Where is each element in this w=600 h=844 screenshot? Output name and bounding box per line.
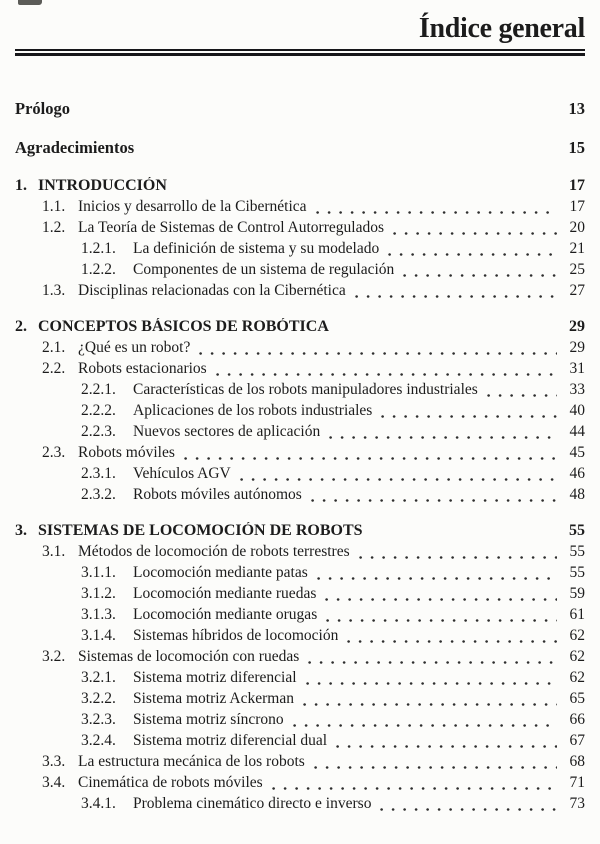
toc-entry-number: 3.2.3. bbox=[81, 711, 116, 729]
toc-entry bbox=[15, 543, 585, 564]
toc-chapter-number: 2. bbox=[15, 318, 27, 336]
dot-leader bbox=[212, 360, 557, 381]
toc-entry bbox=[15, 198, 585, 219]
toc-entry-number: 2.2.1. bbox=[81, 381, 116, 399]
toc-entry-page: 55 bbox=[569, 543, 585, 561]
toc-entry-title: Componentes de un sistema de regulación bbox=[133, 261, 395, 279]
toc-entry-title: Aplicaciones de los robots industriales bbox=[133, 402, 373, 420]
toc-entry-title: Sistema motriz síncrono bbox=[133, 711, 284, 729]
toc-entry-number: 3.1.2. bbox=[81, 585, 116, 603]
toc-entry-number: 3.1. bbox=[42, 543, 66, 561]
toc-entry-number: 3.1.3. bbox=[81, 606, 116, 624]
dot-leader bbox=[343, 627, 557, 648]
toc-entry-prologo bbox=[15, 99, 585, 120]
toc-entry-title: Inicios y desarrollo de la Cibernética bbox=[78, 198, 307, 216]
toc-entry-title: Vehículos AGV bbox=[133, 465, 231, 483]
toc-entry-page: 65 bbox=[569, 690, 585, 708]
toc-entry-page: 15 bbox=[568, 138, 585, 158]
toc-entry-title: Métodos de locomoción de robots terrestres bbox=[78, 543, 350, 561]
toc-entry-title: Locomoción mediante patas bbox=[133, 564, 308, 582]
toc-entry-number: 1.3. bbox=[42, 282, 66, 300]
toc-entry-agradecimientos bbox=[15, 138, 585, 159]
toc-entry-number: 3.3. bbox=[42, 753, 66, 771]
toc-entry-number: 3.2. bbox=[42, 648, 66, 666]
toc-chapter-page: 17 bbox=[569, 177, 585, 195]
toc-entry bbox=[15, 444, 585, 465]
toc-entry-page: 45 bbox=[569, 444, 585, 462]
toc-chapter-1 bbox=[15, 177, 585, 198]
toc-entry-number: 3.2.2. bbox=[81, 690, 116, 708]
dot-leader bbox=[321, 585, 557, 606]
dot-leader bbox=[310, 753, 557, 774]
toc-chapter-number: 3. bbox=[15, 522, 27, 540]
toc-entry bbox=[15, 690, 585, 711]
dot-leader bbox=[351, 282, 557, 303]
toc-entry bbox=[15, 627, 585, 648]
toc-entry bbox=[15, 240, 585, 261]
toc-entry bbox=[15, 282, 585, 303]
toc-entry bbox=[15, 669, 585, 690]
toc-entry-number: 3.4.1. bbox=[81, 795, 116, 813]
toc-entry-title: Cinemática de robots móviles bbox=[78, 774, 263, 792]
toc-entry bbox=[15, 711, 585, 732]
toc-entry-page: 48 bbox=[569, 486, 585, 504]
title-rule bbox=[15, 49, 585, 56]
toc-entry-number: 1.2.2. bbox=[81, 261, 116, 279]
toc-chapter-title: CONCEPTOS BÁSICOS DE ROBÓTICA bbox=[38, 318, 329, 336]
toc-entry-number: 3.2.4. bbox=[81, 732, 116, 750]
toc-entry bbox=[15, 795, 585, 816]
toc-entry bbox=[15, 423, 585, 444]
toc-entry bbox=[15, 486, 585, 507]
dot-leader bbox=[399, 261, 557, 282]
toc-entry-title: La Teoría de Sistemas de Control Autorregulados bbox=[78, 219, 384, 237]
toc-entry-number: 1.2.1. bbox=[81, 240, 116, 258]
dot-leader bbox=[268, 774, 557, 795]
dot-leader bbox=[325, 423, 557, 444]
spacer bbox=[172, 177, 557, 198]
toc-entry-number: 2.2.2. bbox=[81, 402, 116, 420]
toc-entry-title: Robots móviles autónomos bbox=[133, 486, 302, 504]
toc-entry-page: 55 bbox=[569, 564, 585, 582]
toc-entry-number: 3.1.4. bbox=[81, 627, 116, 645]
page-title: Índice general bbox=[418, 13, 585, 44]
dot-leader bbox=[483, 381, 557, 402]
toc-entry-page: 59 bbox=[569, 585, 585, 603]
toc-entry-page: 21 bbox=[569, 240, 585, 258]
toc-entry-title: La estructura mecánica de los robots bbox=[78, 753, 305, 771]
toc-entry-page: 66 bbox=[569, 711, 585, 729]
toc-entry-page: 68 bbox=[569, 753, 585, 771]
toc-entry-number: 3.4. bbox=[42, 774, 66, 792]
dot-leader bbox=[384, 240, 557, 261]
toc-entry-title: Locomoción mediante ruedas bbox=[133, 585, 317, 603]
toc-entry bbox=[15, 753, 585, 774]
toc-entry bbox=[15, 360, 585, 381]
toc-entry-number: 3.1.1. bbox=[81, 564, 116, 582]
dot-leader bbox=[289, 711, 557, 732]
toc-entry-page: 20 bbox=[569, 219, 585, 237]
toc-entry-title: Sistema motriz diferencial bbox=[133, 669, 297, 687]
dot-leader bbox=[195, 339, 557, 360]
spacer bbox=[139, 138, 557, 159]
toc-entry-title: Agradecimientos bbox=[15, 138, 135, 158]
dot-leader bbox=[180, 444, 557, 465]
toc-chapter-title: SISTEMAS DE LOCOMOCIÓN DE ROBOTS bbox=[38, 522, 363, 540]
dot-leader bbox=[389, 219, 557, 240]
dot-leader bbox=[312, 198, 557, 219]
toc-entry bbox=[15, 732, 585, 753]
toc-entry bbox=[15, 606, 585, 627]
toc-chapter-2 bbox=[15, 318, 585, 339]
toc-entry-title: Disciplinas relacionadas con la Cibernética bbox=[78, 282, 346, 300]
toc-entry-title: Prólogo bbox=[15, 99, 70, 119]
dot-leader bbox=[322, 606, 557, 627]
toc-entry-page: 62 bbox=[569, 669, 585, 687]
toc-entry-title: Nuevos sectores de aplicación bbox=[133, 423, 321, 441]
toc-entry-page: 27 bbox=[569, 282, 585, 300]
toc-entry-title: Locomoción mediante orugas bbox=[133, 606, 318, 624]
dot-leader bbox=[332, 732, 557, 753]
dot-leader bbox=[236, 465, 557, 486]
toc-entry-number: 2.1. bbox=[42, 339, 66, 357]
toc-chapter-page: 55 bbox=[569, 522, 585, 540]
toc-entry-number: 1.2. bbox=[42, 219, 66, 237]
toc-entry-title: Robots móviles bbox=[78, 444, 175, 462]
toc-entry-page: 62 bbox=[569, 648, 585, 666]
toc-entry bbox=[15, 402, 585, 423]
dot-leader bbox=[377, 402, 557, 423]
toc-chapter-page: 29 bbox=[569, 318, 585, 336]
toc-entry-number: 2.2.3. bbox=[81, 423, 116, 441]
dot-leader bbox=[299, 690, 557, 711]
toc-entry-title: Sistema motriz Ackerman bbox=[133, 690, 294, 708]
spacer bbox=[368, 522, 557, 543]
toc-chapter-title: INTRODUCCIÓN bbox=[38, 177, 167, 195]
spacer bbox=[75, 99, 557, 120]
toc-entry-number: 2.3. bbox=[42, 444, 66, 462]
dot-leader bbox=[355, 543, 557, 564]
toc-entry-title: ¿Qué es un robot? bbox=[78, 339, 191, 357]
toc-chapter-3 bbox=[15, 522, 585, 543]
toc-entry-page: 33 bbox=[569, 381, 585, 399]
toc-entry-page: 73 bbox=[569, 795, 585, 813]
toc-entry-title: Sistemas de locomoción con ruedas bbox=[78, 648, 300, 666]
toc-entry bbox=[15, 585, 585, 606]
toc-entry bbox=[15, 261, 585, 282]
scan-artifact bbox=[18, 0, 42, 5]
toc-entry bbox=[15, 564, 585, 585]
toc-entry-number: 2.3.1. bbox=[81, 465, 116, 483]
toc-entry bbox=[15, 465, 585, 486]
toc-entry-title: Robots estacionarios bbox=[78, 360, 207, 378]
toc-entry-number: 2.2. bbox=[42, 360, 66, 378]
toc-entry-title: Problema cinemático directo e inverso bbox=[133, 795, 372, 813]
dot-leader bbox=[307, 486, 557, 507]
toc-entry-page: 62 bbox=[569, 627, 585, 645]
toc-entry-page: 13 bbox=[568, 99, 585, 119]
toc-entry-page: 29 bbox=[569, 339, 585, 357]
toc-entry bbox=[15, 339, 585, 360]
dot-leader bbox=[313, 564, 557, 585]
toc-entry-page: 25 bbox=[569, 261, 585, 279]
toc-chapter-number: 1. bbox=[15, 177, 27, 195]
toc-entry-page: 71 bbox=[569, 774, 585, 792]
toc-entry-number: 1.1. bbox=[42, 198, 66, 216]
toc-entry bbox=[15, 219, 585, 240]
toc-entry-page: 17 bbox=[569, 198, 585, 216]
toc-entry-title: La definición de sistema y su modelado bbox=[133, 240, 380, 258]
toc-entry bbox=[15, 381, 585, 402]
toc-entry-page: 31 bbox=[569, 360, 585, 378]
dot-leader bbox=[376, 795, 557, 816]
spacer bbox=[334, 318, 557, 339]
toc-entry-page: 40 bbox=[569, 402, 585, 420]
toc-entry-title: Características de los robots manipuladores industriales bbox=[133, 381, 478, 399]
table-of-contents bbox=[15, 99, 585, 816]
toc-entry bbox=[15, 648, 585, 669]
toc-entry-page: 46 bbox=[569, 465, 585, 483]
toc-entry bbox=[15, 774, 585, 795]
dot-leader bbox=[304, 648, 557, 669]
toc-entry-page: 61 bbox=[569, 606, 585, 624]
toc-entry-title: Sistema motriz diferencial dual bbox=[133, 732, 328, 750]
toc-entry-title: Sistemas híbridos de locomoción bbox=[133, 627, 339, 645]
toc-entry-page: 44 bbox=[569, 423, 585, 441]
toc-entry-number: 3.2.1. bbox=[81, 669, 116, 687]
toc-entry-page: 67 bbox=[569, 732, 585, 750]
toc-entry-number: 2.3.2. bbox=[81, 486, 116, 504]
dot-leader bbox=[302, 669, 557, 690]
